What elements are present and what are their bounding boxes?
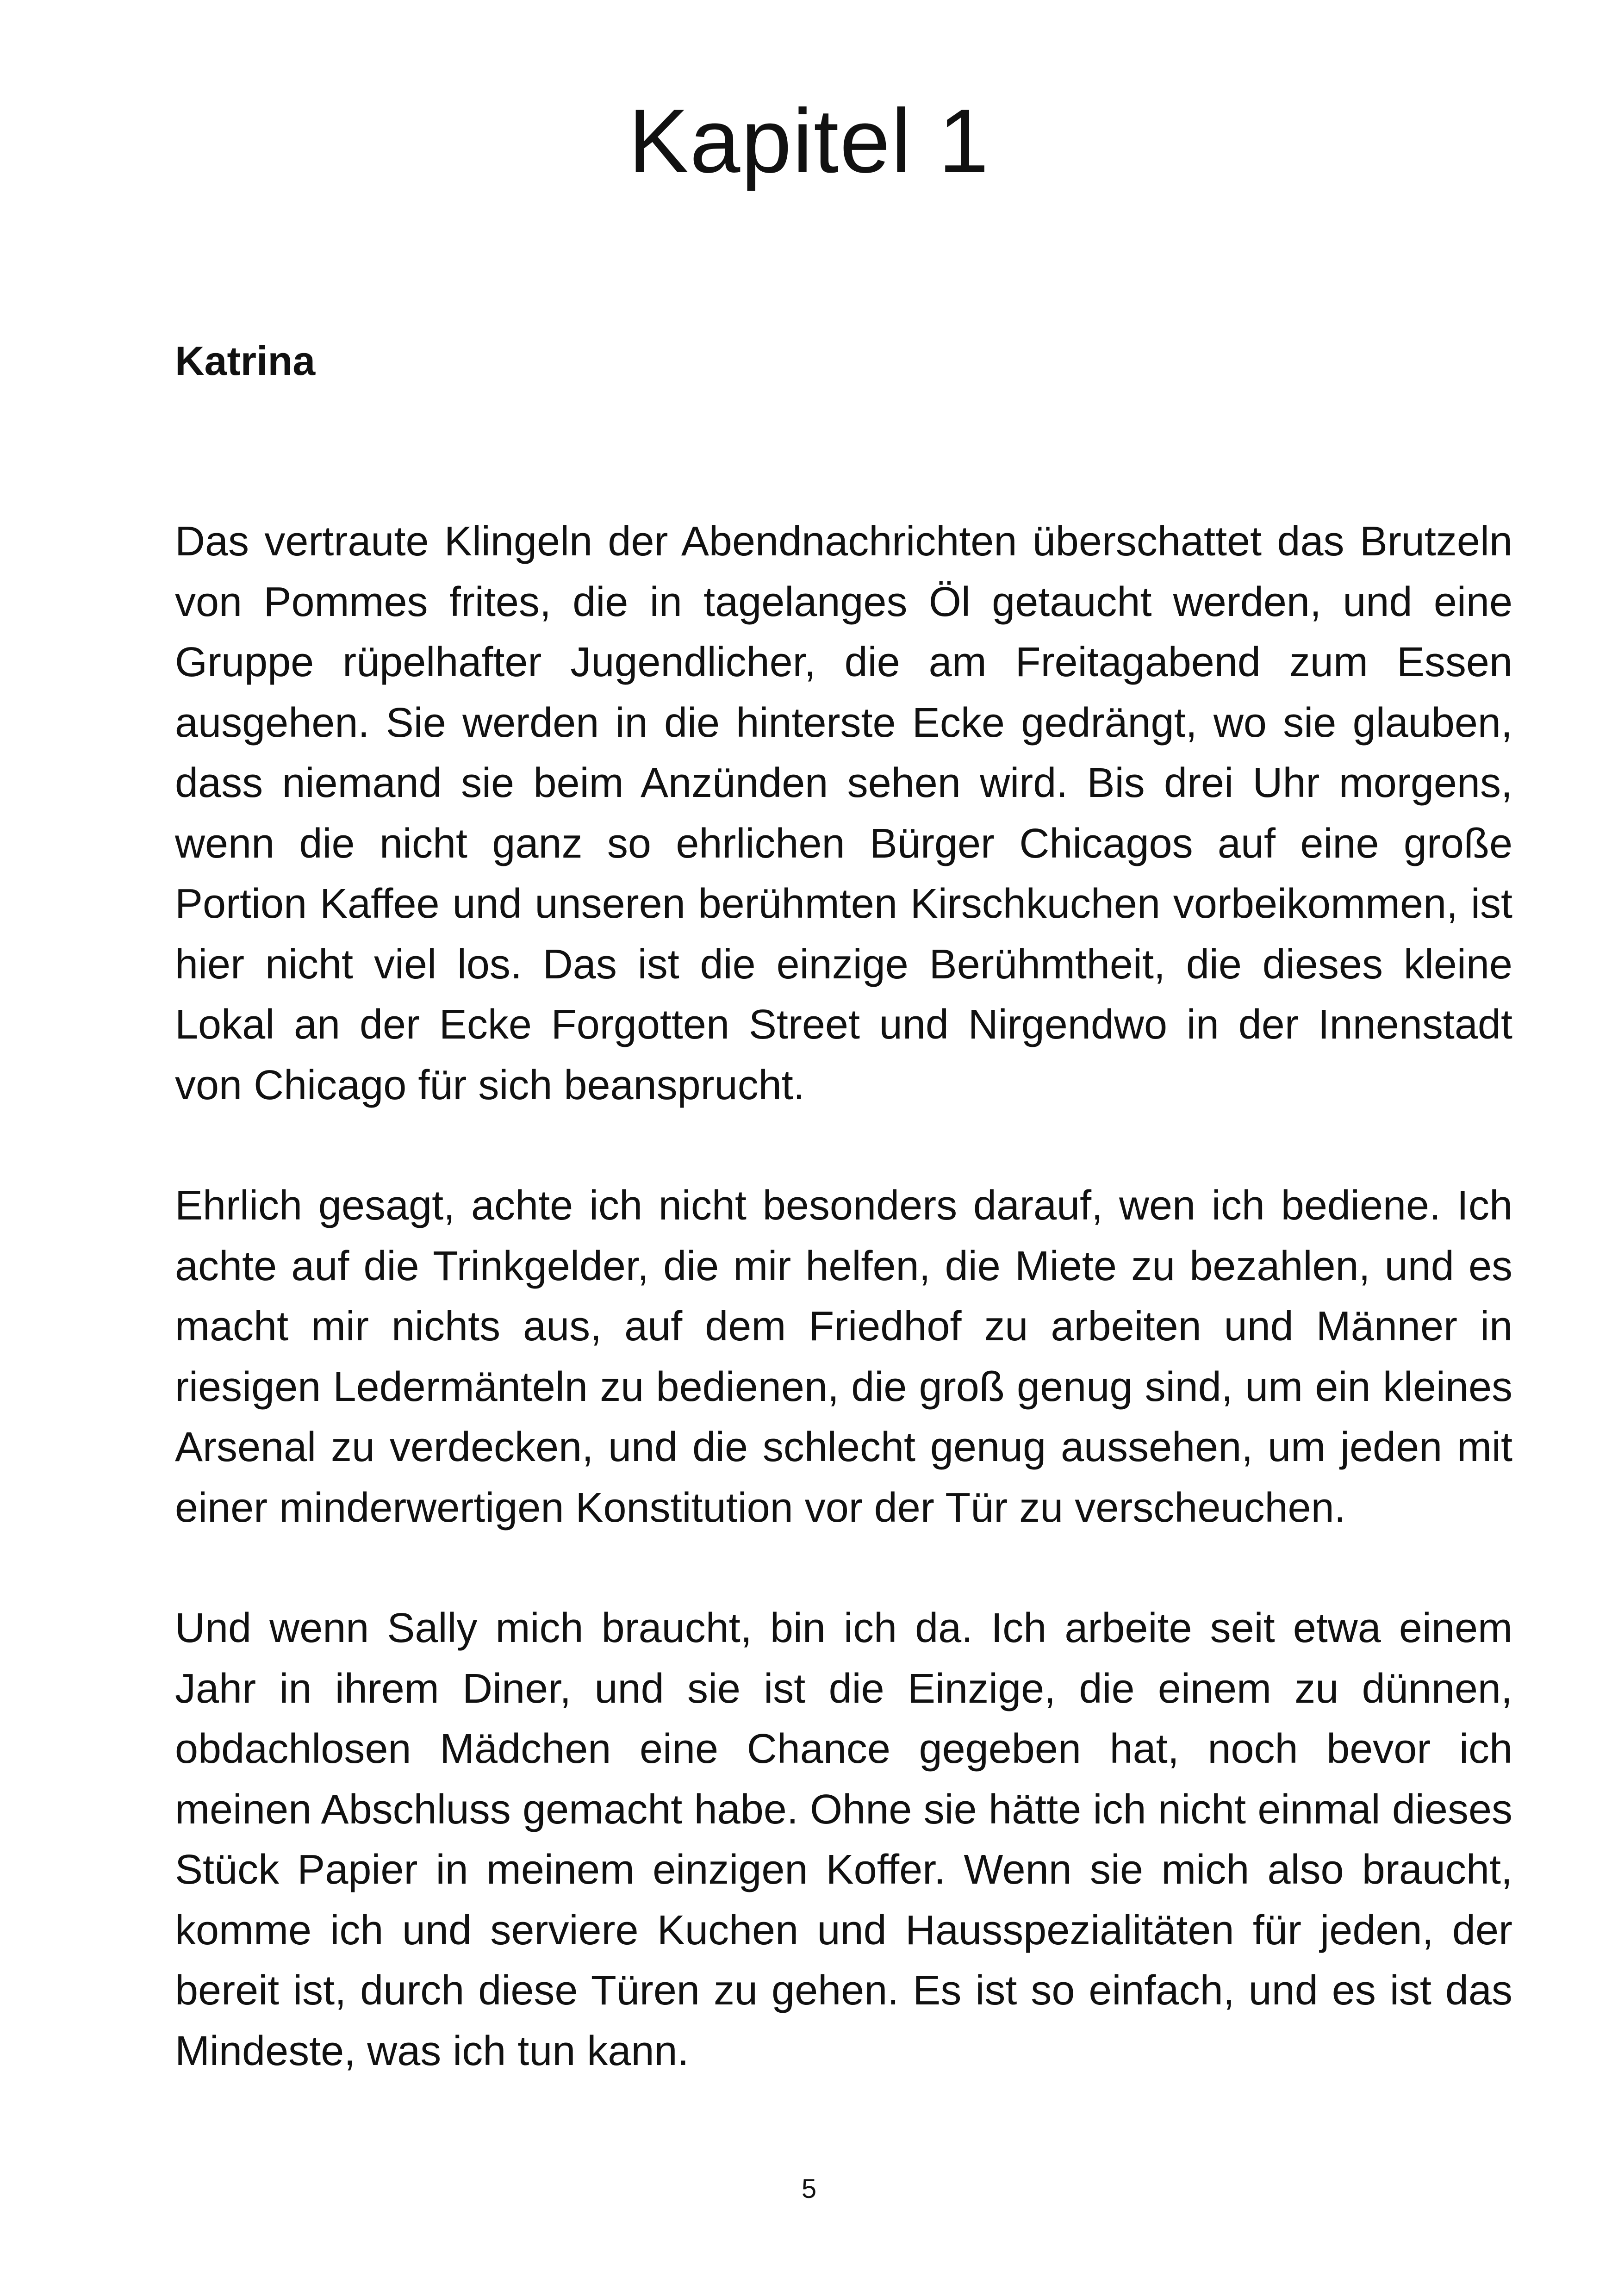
page-number: 5 — [801, 2174, 817, 2204]
paragraph-3: Und wenn Sally mich braucht, bin ich da. Ich arbeite seit etwa einem Jahr in ihrem Diner, und sie ist die Einzige, die einem zu dünnen, obdachlosen Mädchen eine Chance gegeben hat, noch bevor ich meinen Abschluss gemacht habe. Ohne sie hätte ich nicht einmal dieses Stück Papier in meinem einzigen Koffer. Wenn sie mich also braucht, komme ich und serviere Kuchen und Hausspezialitäten für jeden, der bereit ist, durch diese Türen zu gehen. Es ist so einfach, und es ist das Mindeste, was ich tun kann. — [175, 1605, 1512, 2074]
paragraph-2: Ehrlich gesagt, achte ich nicht besonders darauf, wen ich bediene. Ich achte auf die Trinkgelder, die mir helfen, die Miete zu bezahlen, und es macht mir nichts aus, auf dem Friedhof zu arbeiten und Männer in riesigen Ledermänteln zu bedienen, die groß genug sind, um ein kleines Arsenal zu verdecken, und die schlecht genug aussehen, um jeden mit einer minderwertigen Konstitution vor der Tür zu verscheuchen. — [175, 1182, 1512, 1531]
section-heading: Katrina — [175, 338, 316, 384]
paragraph-1: Das vertraute Klingeln der Abendnachrichten überschattet das Brutzeln von Pommes frites, die in tagelanges Öl getaucht werden, und eine Gruppe rüpelhafter Jugendlicher, die am Freitagabend zum Essen ausgehen. Sie werden in die hinterste Ecke gedrängt, wo sie glauben, dass niemand sie beim Anzünden sehen wird. Bis drei Uhr morgens, wenn die nicht ganz so ehrlichen Bürger Chicagos auf eine große Portion Kaffee und unseren berühmten Kirschkuchen vorbeikommen, ist hier nicht viel los. Das ist die einzige Berühmtheit, die dieses kleine Lokal an der Ecke Forgotten Street und Nirgendwo in der Innenstadt von Chicago für sich beansprucht. — [175, 518, 1512, 1108]
body-text — [175, 511, 1512, 2141]
chapter-title: Kapitel 1 — [628, 90, 990, 192]
